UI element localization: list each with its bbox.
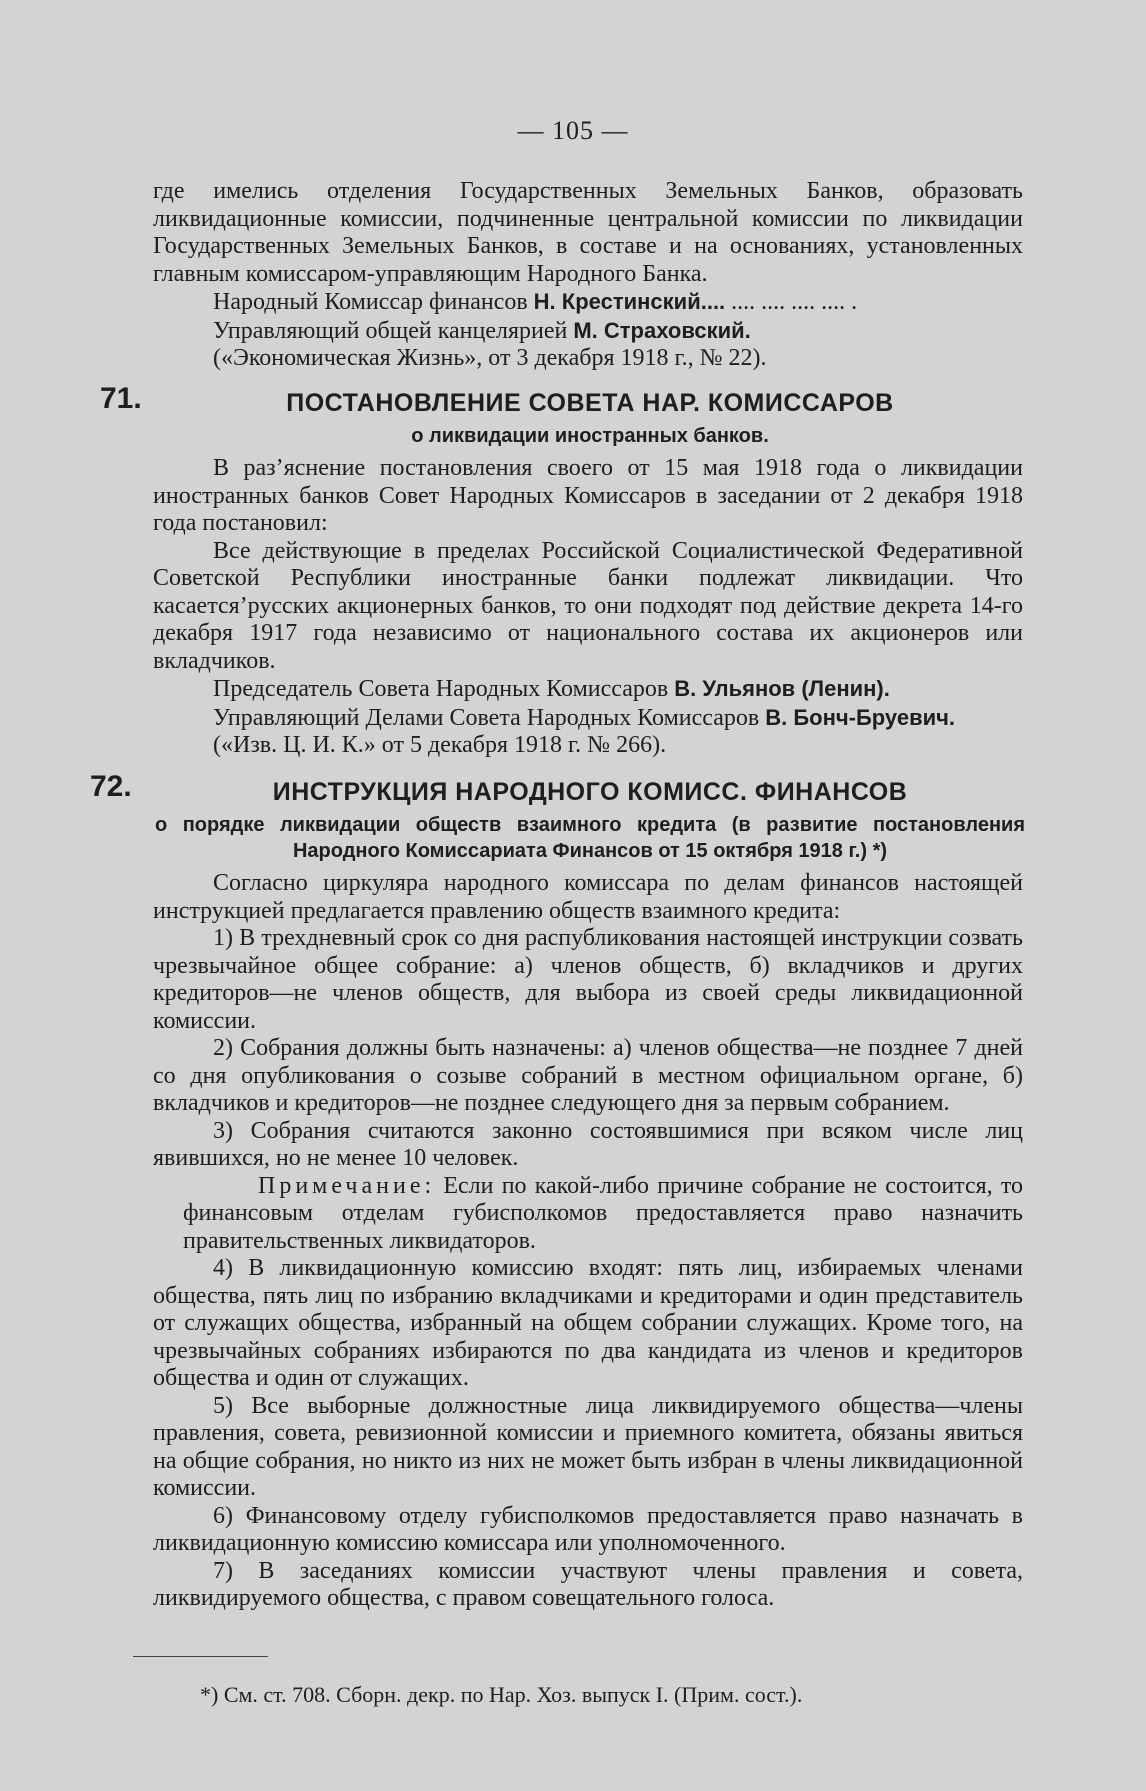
article-71-paragraph-2: Все действующие в пределах Российской Социалистической Федеративной Советской Республики иностранные банки подлежат ликвидации. Что касается’русских акционерных банков, то они подходят под действие декрета 14-го декабря 1917 года независимо от национального состава их акционеров или вкладчиков. bbox=[153, 537, 1023, 674]
signature-name: Н. Крестинский.... bbox=[533, 289, 726, 314]
signature-name: В. Ульянов (Ленин). bbox=[674, 676, 890, 701]
article-71-paragraph-1: В раз’яснение постановления своего от 15 мая 1918 года о ликвидации иностранных банков Совет Народных Комиссаров в заседании от 2 декабря 1918 года постановил: bbox=[153, 455, 1023, 536]
footnote-divider bbox=[133, 1656, 268, 1657]
footnote: *) См. ст. 708. Сборн. декр. по Нар. Хоз. выпуск I. (Прим. сост.). bbox=[200, 1682, 803, 1707]
instruction-item-6: 6) Финансовому отделу губисполкомов предоставляется право назначать в ликвидационную комиссию комиссара или уполномоченного. bbox=[153, 1502, 1023, 1556]
article-71-subtitle: о ликвидации иностранных банков. bbox=[411, 425, 769, 447]
signature-role: Управляющий Делами Совета Народных Комиссаров bbox=[213, 704, 760, 731]
instruction-note bbox=[183, 1173, 1023, 1256]
instruction-item-3: 3) Собрания считаются законно состоявшимися при всяком числе лиц явившихся, но не менее 10 человек. bbox=[153, 1117, 1023, 1171]
article-72-intro: Согласно циркуляра народного комиссара по делам финансов настоящей инструкцией предлагается правлению обществ взаимного кредита: bbox=[153, 870, 1023, 924]
article-number-72: 72. bbox=[90, 770, 132, 803]
signature-role: Народный Комиссар финансов bbox=[213, 289, 528, 315]
page-number: — 105 — bbox=[517, 116, 629, 145]
note-label: Примечание: bbox=[258, 1172, 436, 1199]
signature-sovnarkom-chairman bbox=[213, 675, 1023, 704]
article-72-body bbox=[153, 870, 1023, 1613]
article-71-body bbox=[153, 455, 1023, 760]
article-71-title: ПОСТАНОВЛЕНИЕ СОВЕТА НАР. КОМИССАРОВ bbox=[286, 389, 894, 417]
continued-article-block bbox=[153, 178, 1023, 373]
signature-finance-commissar bbox=[213, 288, 1023, 317]
signature-name: М. Страховский. bbox=[573, 317, 751, 343]
source-citation: («Изв. Ц. И. К.» от 5 декабря 1918 г. № 266). bbox=[213, 732, 667, 758]
signature-name: В. Бонч-Бруевич. bbox=[765, 704, 956, 730]
note-text: Если по какой-либо причине собрание не состоится, то финансовым отделам губисполкомов предоставляется право назначить правительственных ликвидаторов. bbox=[183, 1172, 1023, 1254]
instruction-item-5: 5) Все выборные должностные лица ликвидируемого общества—члены правления, совета, ревизионной комиссии и приемного комитета, обязаны явиться на общие собрания, но никто из них не может быть избран в члены ликвидационной комиссии. bbox=[153, 1392, 1023, 1501]
signature-sovnarkom-manager bbox=[213, 704, 1023, 733]
signature-chancellery-head bbox=[213, 317, 1023, 346]
article-number-71: 71. bbox=[100, 382, 142, 415]
signature-role: Управляющий общей канцелярией bbox=[213, 317, 568, 344]
source-citation: («Экономическая Жизнь», от 3 декабря 1918 г., № 22). bbox=[213, 345, 767, 371]
signature-role: Председатель Совета Народных Комиссаров bbox=[213, 676, 669, 702]
instruction-item-4: 4) В ликвидационную комиссию входят: пять лиц, избираемых членами общества, пять лиц по избранию вкладчиками и кредиторами и один представитель от служащих общества, избранный на общем собрании служащих. Кроме того, на чрезвычайных собраниях избираются по два кандидата из членов и кредиторов общества и один от служащих. bbox=[153, 1255, 1023, 1391]
article-72-title: ИНСТРУКЦИЯ НАРОДНОГО КОМИСС. ФИНАНСОВ bbox=[272, 778, 908, 806]
continued-paragraph: где имелись отделения Государственных Земельных Банков, образовать ликвидационные комиссии, подчиненные центральной комиссии по ликвидации Государственных Земельных Банков, в составе и на основаниях, установленных главным комиссаром-управляющим Народного Банка. bbox=[153, 178, 1023, 287]
instruction-item-7: 7) В заседаниях комиссии участвуют члены правления и совета, ликвидируемого общества, с правом совещательного голоса. bbox=[153, 1557, 1023, 1611]
signature-dots: .... .... .... .... . bbox=[731, 289, 858, 315]
instruction-item-2: 2) Собрания должны быть назначены: а) членов общества—не позднее 7 дней со дня опубликования о созыве собраний в местном официальном органе, б) вкладчиков и кредиторов—не позднее следующего дня за первым собранием. bbox=[153, 1035, 1023, 1116]
instruction-item-1: 1) В трехдневный срок со дня распубликования настоящей инструкции созвать чрезвычайное общее собрание: а) членов обществ, б) вкладчиков и других кредиторов—не членов обществ, для выбора из своей среды ликвидационной комиссии. bbox=[153, 925, 1023, 1034]
article-72-subtitle: о порядке ликвидации обществ взаимного кредита (в развитие постановления Народного Комиссариата Финансов от 15 октября 1918 г.) *) bbox=[155, 814, 1025, 862]
